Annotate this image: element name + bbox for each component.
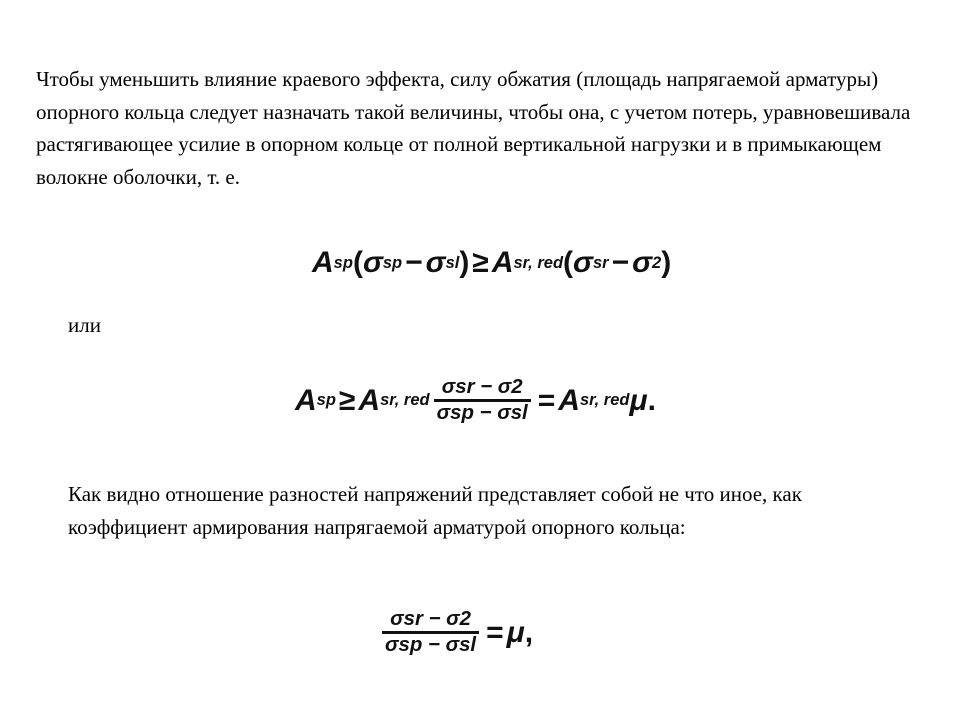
geq-sign: ≥: [338, 383, 356, 417]
symbol-mu: μ: [506, 615, 525, 649]
subscript-sp: sp: [382, 253, 403, 272]
subscript-sp: sp: [316, 391, 336, 410]
formula-ratio-inequality: [295, 376, 656, 426]
equals-sign: =: [486, 615, 504, 649]
minus-sign: −: [405, 246, 423, 279]
subscript-sr-red: sr, red: [579, 391, 630, 410]
paren-open: (: [352, 246, 363, 279]
symbol-a: A: [358, 383, 381, 417]
subscript-2: 2: [652, 253, 662, 272]
symbol-a: A: [312, 246, 334, 279]
comma: ,: [524, 615, 534, 649]
fraction: [382, 608, 479, 658]
paren-close: ): [459, 246, 470, 279]
subscript-sl: sl: [445, 253, 460, 272]
symbol-sigma: σ: [362, 246, 383, 279]
paren-close: ): [661, 246, 672, 279]
formula-reinforcement-ratio: [378, 608, 533, 658]
subscript-sr-red: sr, red: [513, 253, 564, 272]
fraction-denominator: σsp − σsl: [436, 402, 528, 425]
symbol-sigma: σ: [573, 246, 593, 279]
geq-sign: ≥: [472, 246, 489, 279]
fraction: [434, 376, 531, 426]
minus-sign: −: [611, 246, 630, 279]
fraction-numerator: σsr − σ2: [390, 608, 472, 630]
symbol-a: A: [295, 383, 317, 417]
subscript-sr-red: sr, red: [380, 391, 430, 410]
symbol-mu: μ: [629, 383, 648, 417]
fraction-numerator: σsr − σ2: [441, 376, 523, 398]
subscript-sp: sp: [333, 253, 353, 272]
symbol-a: A: [491, 246, 514, 279]
fraction-denominator: σsp − σsl: [385, 634, 477, 657]
paren-open: (: [563, 246, 574, 279]
formula-inequality: [312, 246, 671, 280]
period: .: [647, 383, 656, 417]
explanation-paragraph: Как видно отношение разностей напряжений представляет собой не что иное, как коэффициент армирования напрягаемой арматурой опорного кольца:: [68, 482, 802, 539]
symbol-sigma: σ: [632, 246, 653, 279]
connector-word: или: [68, 313, 101, 337]
symbol-sigma: σ: [425, 246, 446, 279]
subscript-sr: sr: [592, 253, 609, 272]
equals-sign: =: [537, 383, 556, 417]
symbol-a: A: [558, 383, 580, 417]
intro-paragraph: Чтобы уменьшить влияние краевого эффекта, силу обжатия (площадь напрягаемой арматуры) опорного кольца следует назначать такой величины, чтобы она, с учетом потерь, уравновешивала растягивающее усилие в опорном кольце от полной вертикальной нагрузки и в примыкающем волокне оболочки, т. е.: [36, 67, 911, 189]
